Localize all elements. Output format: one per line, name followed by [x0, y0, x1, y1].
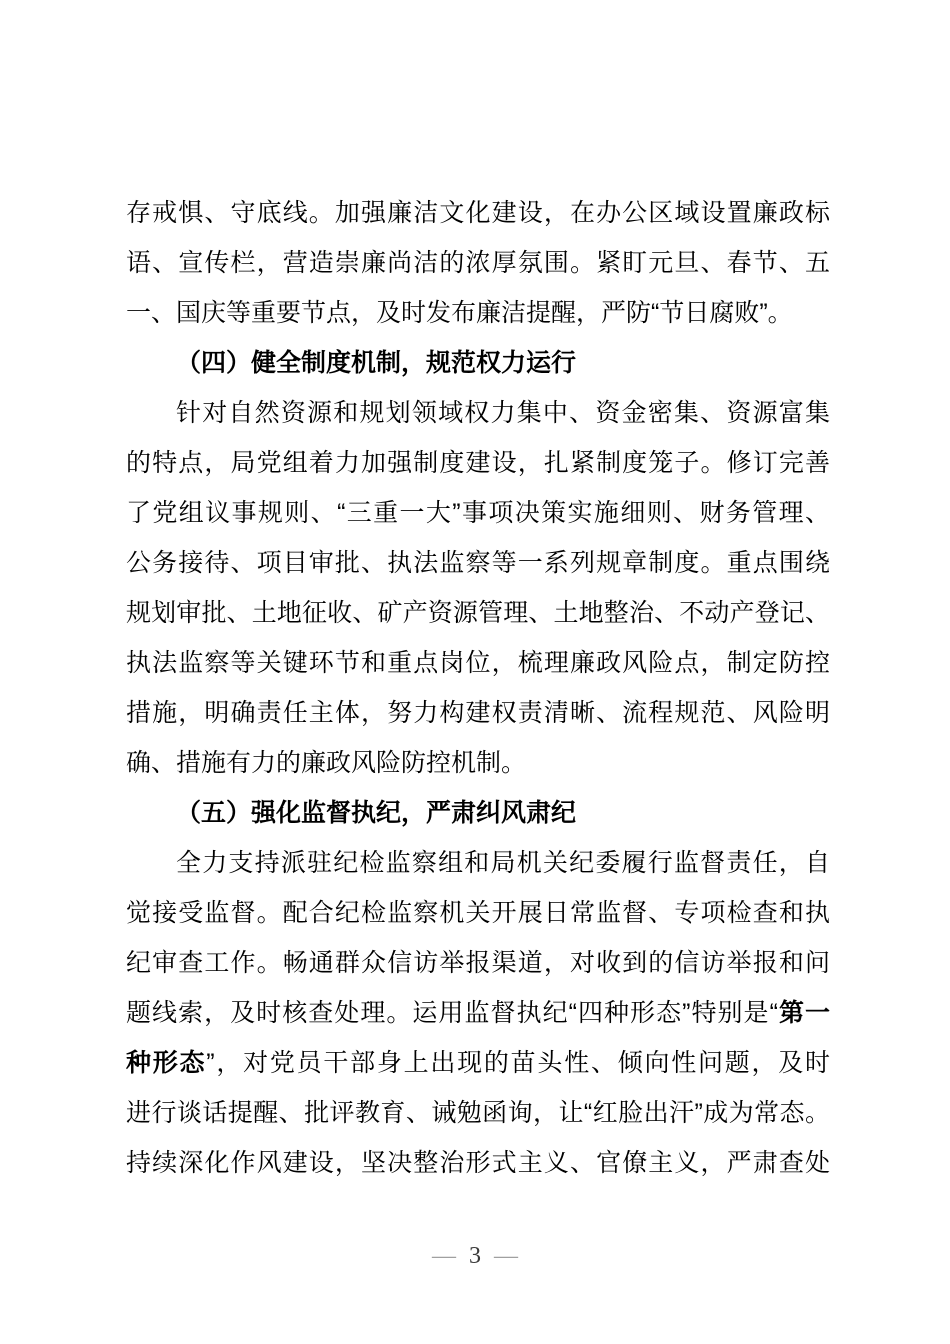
text-segment-bold: 种形态 — [126, 1049, 207, 1077]
text-line — [126, 988, 830, 1038]
text-line — [126, 1038, 830, 1088]
text-segment: 针对自然资源和规划领域权力集中、资金密集、资源富集 — [176, 399, 830, 427]
text-line — [126, 888, 830, 938]
text-segment: 持续深化作风建设，坚决整治形式主义、官僚主义，严肃查处 — [126, 1149, 830, 1177]
text-line — [126, 1138, 830, 1188]
text-line — [126, 438, 830, 488]
footer-dash-right: — — [494, 1243, 518, 1269]
text-line — [126, 288, 830, 338]
text-line — [126, 738, 830, 788]
text-line — [126, 638, 830, 688]
text-line — [126, 488, 830, 538]
document-body — [126, 188, 830, 1188]
text-segment: 公务接待、项目审批、执法监察等一系列规章制度。重点围绕 — [126, 549, 830, 577]
text-line — [126, 588, 830, 638]
text-line — [126, 538, 830, 588]
text-segment: 觉接受监督。配合纪检监察机关开展日常监督、专项检查和执 — [126, 899, 830, 927]
heading-text: （五）强化监督执纪，严肃纠风肃纪 — [176, 799, 577, 827]
text-line — [126, 388, 830, 438]
text-segment: 确、措施有力的廉政风险防控机制。 — [126, 749, 527, 777]
text-segment: 了党组议事规则、“三重一大”事项决策实施细则、财务管理、 — [126, 499, 830, 527]
text-segment: 执法监察等关键环节和重点岗位，梳理廉政风险点，制定防控 — [126, 649, 830, 677]
text-segment: 存戒惧、守底线。加强廉洁文化建设，在办公区域设置廉政标 — [126, 199, 830, 227]
text-segment-bold: 第一 — [777, 999, 830, 1027]
text-segment: 题线索，及时核查处理。运用监督执纪“四种形态”特别是“ — [126, 999, 778, 1027]
text-segment: 全力支持派驻纪检监察组和局机关纪委履行监督责任，自 — [176, 849, 830, 877]
footer-dash-left: — — [432, 1243, 456, 1269]
text-line — [126, 838, 830, 888]
page-number: 3 — [469, 1243, 481, 1269]
page-footer — [0, 1240, 950, 1272]
text-segment: 措施，明确责任主体，努力构建权责清晰、流程规范、风险明 — [126, 699, 830, 727]
text-line — [126, 938, 830, 988]
text-segment: 的特点，局党组着力加强制度建设，扎紧制度笼子。修订完善 — [126, 449, 830, 477]
text-segment: 语、宣传栏，营造崇廉尚洁的浓厚氛围。紧盯元旦、春节、五 — [126, 249, 830, 277]
text-segment: ”，对党员干部身上出现的苗头性、倾向性问题，及时 — [206, 1049, 830, 1077]
text-segment: 进行谈话提醒、批评教育、诫勉函询，让“红脸出汗”成为常态。 — [126, 1099, 830, 1127]
text-line — [126, 238, 830, 288]
text-segment: 规划审批、土地征收、矿产资源管理、土地整治、不动产登记、 — [126, 599, 830, 627]
text-line — [126, 688, 830, 738]
text-line — [126, 188, 830, 238]
section-heading — [126, 788, 830, 838]
text-segment: 纪审查工作。畅通群众信访举报渠道，对收到的信访举报和问 — [126, 949, 830, 977]
text-segment: 一、国庆等重要节点，及时发布廉洁提醒，严防“节日腐败”。 — [126, 299, 793, 327]
text-line — [126, 1088, 830, 1138]
heading-text: （四）健全制度机制，规范权力运行 — [176, 349, 577, 377]
section-heading — [126, 338, 830, 388]
